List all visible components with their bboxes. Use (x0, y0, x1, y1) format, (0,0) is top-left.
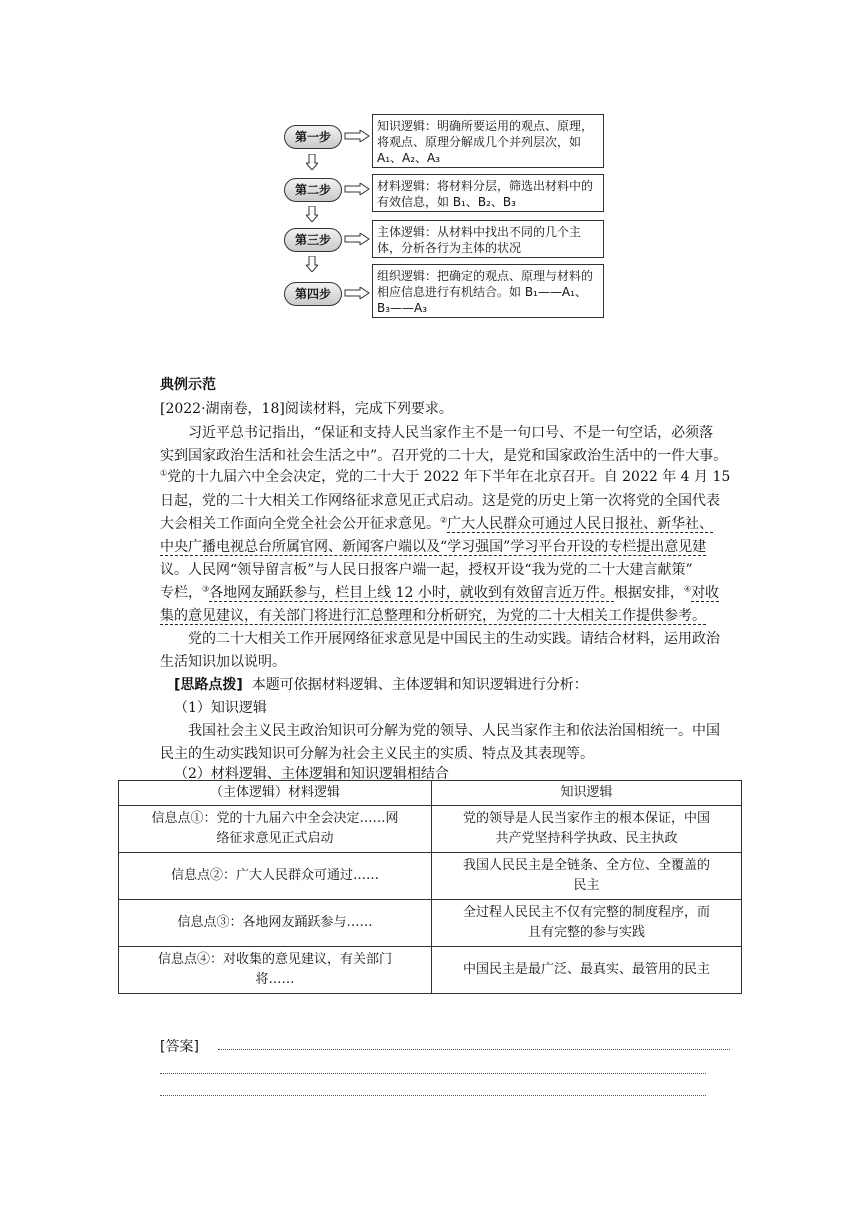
cell-line: 将…… (255, 972, 295, 987)
table-header: （主体逻辑）材料逻辑 (119, 781, 432, 806)
step-1-description (372, 114, 604, 168)
desc-line: 体，分析各行为主体的状况 (377, 241, 522, 255)
table-cell (432, 806, 742, 853)
logic-table (118, 780, 742, 994)
marker: ① (160, 468, 168, 478)
cell-line: 信息点①：党的十九届六中全会决定……网 (151, 811, 399, 826)
step-1-box: 第一步 (284, 125, 342, 149)
cell-line: 信息点④：对收集的意见建议，有关部门 (157, 952, 392, 967)
question-line: 生活知识加以说明。 (160, 654, 286, 670)
underlined-text: 对收 (691, 585, 720, 601)
underlined-text: 广大人民群众可通过人民日报社、新华社、 (447, 516, 714, 532)
combine-title: （2）材料逻辑、主体逻辑和知识逻辑相结合 (174, 766, 449, 782)
table-header-row (119, 781, 742, 806)
material-line (160, 466, 736, 486)
marker: ③ (202, 584, 210, 594)
desc-line: 将观点、原理分解成几个并列层次，如 (377, 135, 582, 149)
hint-line (174, 674, 750, 694)
material-line (160, 582, 736, 602)
desc-line: 材料逻辑：将材料分层，筛选出材料中的 (377, 179, 594, 193)
right-arrow-icon (344, 183, 370, 195)
table-cell (119, 853, 432, 900)
table-cell (432, 900, 742, 947)
desc-line: 知识逻辑：明确所要运用的观点、原理， (377, 119, 594, 133)
section-heading: 典例示范 (160, 377, 216, 393)
desc-line: 组织逻辑：把确定的观点、原理与材料的 (377, 269, 594, 283)
cell-line: 信息点②：广大人民群众可通过…… (170, 868, 379, 883)
cell-line: 共产党坚持科学执政、民主执政 (495, 831, 678, 846)
knowledge-line: 民主的生动实践知识可分解为社会主义民主的实质、特点及其表现等。 (160, 746, 594, 762)
cell-line: 民主 (573, 878, 600, 893)
cell-line: 党的领导是人民当家作主的根本保证，中国 (462, 811, 710, 826)
underlined-text: 各地网友踊跃参与，栏目上线 12 小时，就收到有效留言近万件。 (209, 585, 614, 601)
material-text: 大会相关工作面向全党全社会公开征求意见。 (160, 516, 440, 532)
desc-line: 有效信息，如 B₁、B₂、B₃ (377, 195, 516, 209)
right-arrow-icon (344, 130, 370, 142)
table-row (119, 900, 742, 947)
desc-line: 主体逻辑：从材料中找出不同的几个主 (377, 225, 582, 239)
desc-line: B₃——A₃ (377, 301, 428, 315)
cell-line: 络征求意见正式启动 (216, 831, 334, 846)
hint-label: [思路点拨] (174, 677, 243, 693)
table-row (119, 806, 742, 853)
knowledge-line: 我国社会主义民主政治知识可分解为党的领导、人民当家作主和依法治国相统一。中国 (188, 723, 720, 739)
method-flow-diagram (278, 110, 610, 322)
marker: ② (440, 515, 448, 525)
material-line: 习近平总书记指出，“保证和支持人民当家作主不是一句口号、不是一句空话，必须落 (188, 425, 714, 441)
knowledge-title: （1）知识逻辑 (174, 700, 267, 716)
table-cell (119, 900, 432, 947)
marker: ④ (683, 584, 692, 594)
step-3-description (372, 220, 604, 258)
question-line: 党的二十大相关工作开展网络征求意见是中国民主的生动实践。请结合材料，运用政治 (188, 631, 720, 647)
cell-line: 我国人民民主是全链条、全方位、全覆盖的 (462, 858, 710, 873)
material-text: 根据安排， (613, 585, 684, 601)
down-arrow-icon (306, 154, 318, 170)
right-arrow-icon (344, 287, 370, 299)
down-arrow-icon (306, 256, 318, 272)
step-2-box: 第二步 (284, 178, 342, 202)
material-line (160, 536, 736, 556)
material-line: 日起，党的二十大相关工作网络征求意见正式启动。这是党的历史上第一次将党的全国代表 (160, 493, 720, 509)
underlined-text: 集的意见建议，有关部门将进行汇总整理和分析研究，为党的二十大相关工作提供参考。 (160, 608, 706, 624)
cell-line: 且有完整的参与实践 (527, 925, 645, 940)
table-cell (119, 806, 432, 853)
material-text: 党的十九届六中全会决定，党的二十大于 2022 年下半年在北京召开。自 2022 年 4 月 15 (167, 469, 731, 485)
step-3-box: 第三步 (284, 228, 342, 252)
material-line: 实到国家政治生活和社会生活之中”。召开党的二十大，是党和国家政治生活中的一件大事。 (160, 448, 728, 464)
step-4-description (372, 264, 604, 318)
table-cell (432, 853, 742, 900)
table-cell (119, 947, 432, 994)
step-2-description (372, 174, 604, 212)
answer-label: [答案] (160, 1039, 199, 1055)
table-row (119, 947, 742, 994)
answer-line[interactable] (160, 1073, 706, 1074)
underlined-text: 中央广播电视总台所属官网、新闻客户端以及“学习强国”学习平台开设的专栏提出意见建 (160, 539, 707, 555)
question-source: [2022·湖南卷，18]阅读材料，完成下列要求。 (160, 401, 453, 417)
material-line (160, 513, 736, 533)
material-text: 专栏， (160, 585, 202, 601)
material-line: 议。人民网“领导留言板”与人民日报客户端一起，授权开设“我为党的二十大建言献策” (160, 562, 693, 578)
cell-line: 信息点③：各地网友踊跃参与…… (177, 915, 373, 930)
desc-line: A₁、A₂、A₃ (377, 151, 441, 165)
material-line (160, 605, 736, 625)
table-cell (432, 947, 742, 994)
cell-line: 全过程人民民主不仅有完整的制度程序，而 (462, 905, 710, 920)
step-4-box: 第四步 (284, 282, 342, 306)
cell-line: 中国民主是最广泛、最真实、最管用的民主 (462, 962, 710, 977)
table-row (119, 853, 742, 900)
hint-text: 本题可依据材料逻辑、主体逻辑和知识逻辑进行分析： (251, 677, 588, 693)
down-arrow-icon (306, 206, 318, 222)
desc-line: 相应信息进行有机结合。如 B₁——A₁、 (377, 285, 587, 299)
answer-line[interactable] (218, 1049, 730, 1050)
answer-line[interactable] (160, 1095, 706, 1096)
right-arrow-icon (344, 233, 370, 245)
table-header: 知识逻辑 (432, 781, 742, 806)
